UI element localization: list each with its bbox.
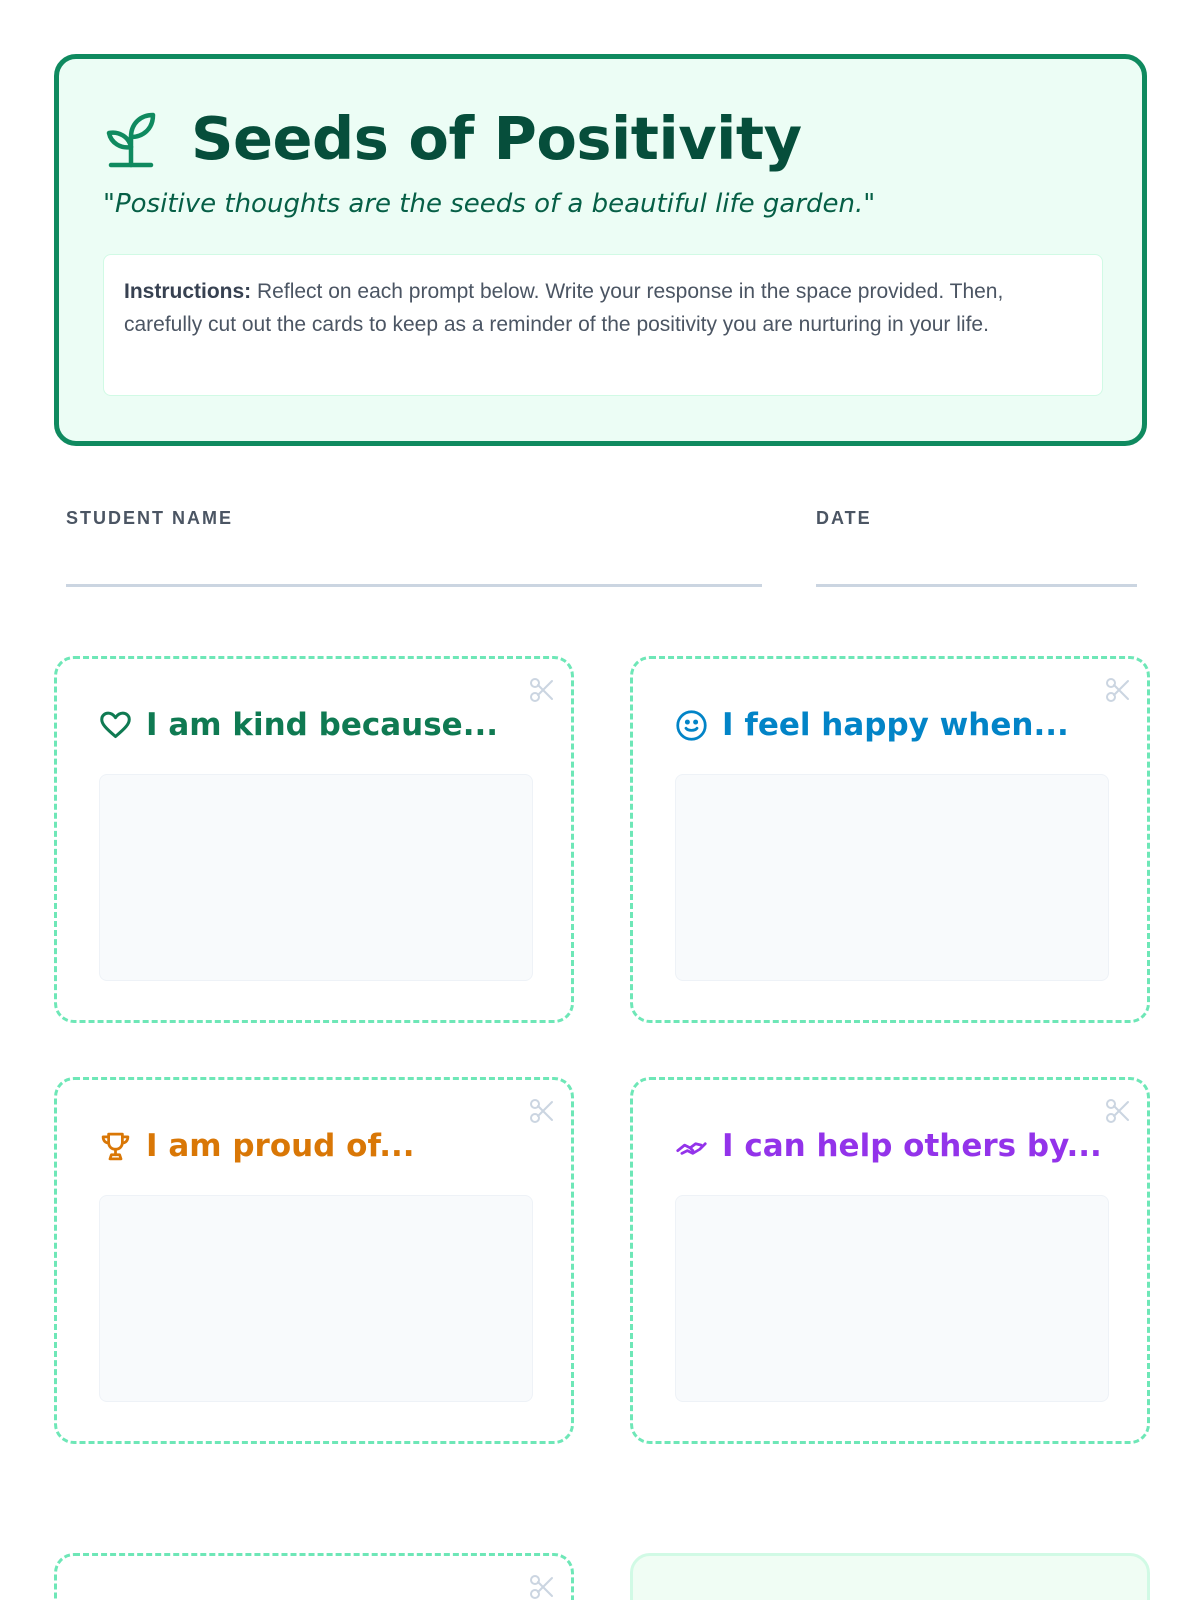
card-header xyxy=(99,1126,415,1166)
student-name-field[interactable] xyxy=(66,584,762,587)
smile-icon xyxy=(675,709,708,742)
page-title: Seeds of Positivity xyxy=(191,103,802,173)
scissors-icon xyxy=(529,1098,555,1124)
sprout-icon xyxy=(103,107,159,169)
answer-box[interactable] xyxy=(99,774,533,981)
card-header xyxy=(99,705,498,745)
prompt-card-help xyxy=(630,1077,1150,1444)
prompt-card-proud xyxy=(54,1077,574,1444)
instructions-label: Instructions: xyxy=(124,280,252,303)
info-card-partial xyxy=(630,1553,1150,1600)
instructions-box xyxy=(103,254,1103,396)
prompt-card-kind xyxy=(54,656,574,1023)
scissors-icon xyxy=(529,677,555,703)
title-row xyxy=(103,103,802,173)
answer-box[interactable] xyxy=(675,1195,1109,1402)
date-field[interactable] xyxy=(816,584,1137,587)
answer-box[interactable] xyxy=(99,1195,533,1402)
trophy-icon xyxy=(99,1130,132,1163)
header-card xyxy=(54,54,1147,446)
student-name-label: STUDENT NAME xyxy=(66,508,233,528)
heart-icon xyxy=(99,709,132,742)
card-header xyxy=(675,1126,1102,1166)
card-header xyxy=(675,705,1069,745)
prompt-card-happy xyxy=(630,656,1150,1023)
quote-text: "Positive thoughts are the seeds of a beautiful life garden." xyxy=(103,189,876,219)
scissors-icon xyxy=(529,1574,555,1600)
card-title: I can help others by... xyxy=(722,1128,1102,1164)
prompt-card-partial xyxy=(54,1553,574,1600)
card-title: I am proud of... xyxy=(146,1128,415,1164)
instructions-text: Reflect on each prompt below. Write your response in the space provided. Then, carefully cut out the cards to keep as a reminder of the positivity you are nurturing in your life. xyxy=(124,280,1004,336)
scissors-icon xyxy=(1105,677,1131,703)
scissors-icon xyxy=(1105,1098,1131,1124)
answer-box[interactable] xyxy=(675,774,1109,981)
date-label: DATE xyxy=(816,508,872,528)
handshake-icon xyxy=(675,1130,708,1163)
card-title: I feel happy when... xyxy=(722,707,1069,743)
card-title: I am kind because... xyxy=(146,707,499,743)
